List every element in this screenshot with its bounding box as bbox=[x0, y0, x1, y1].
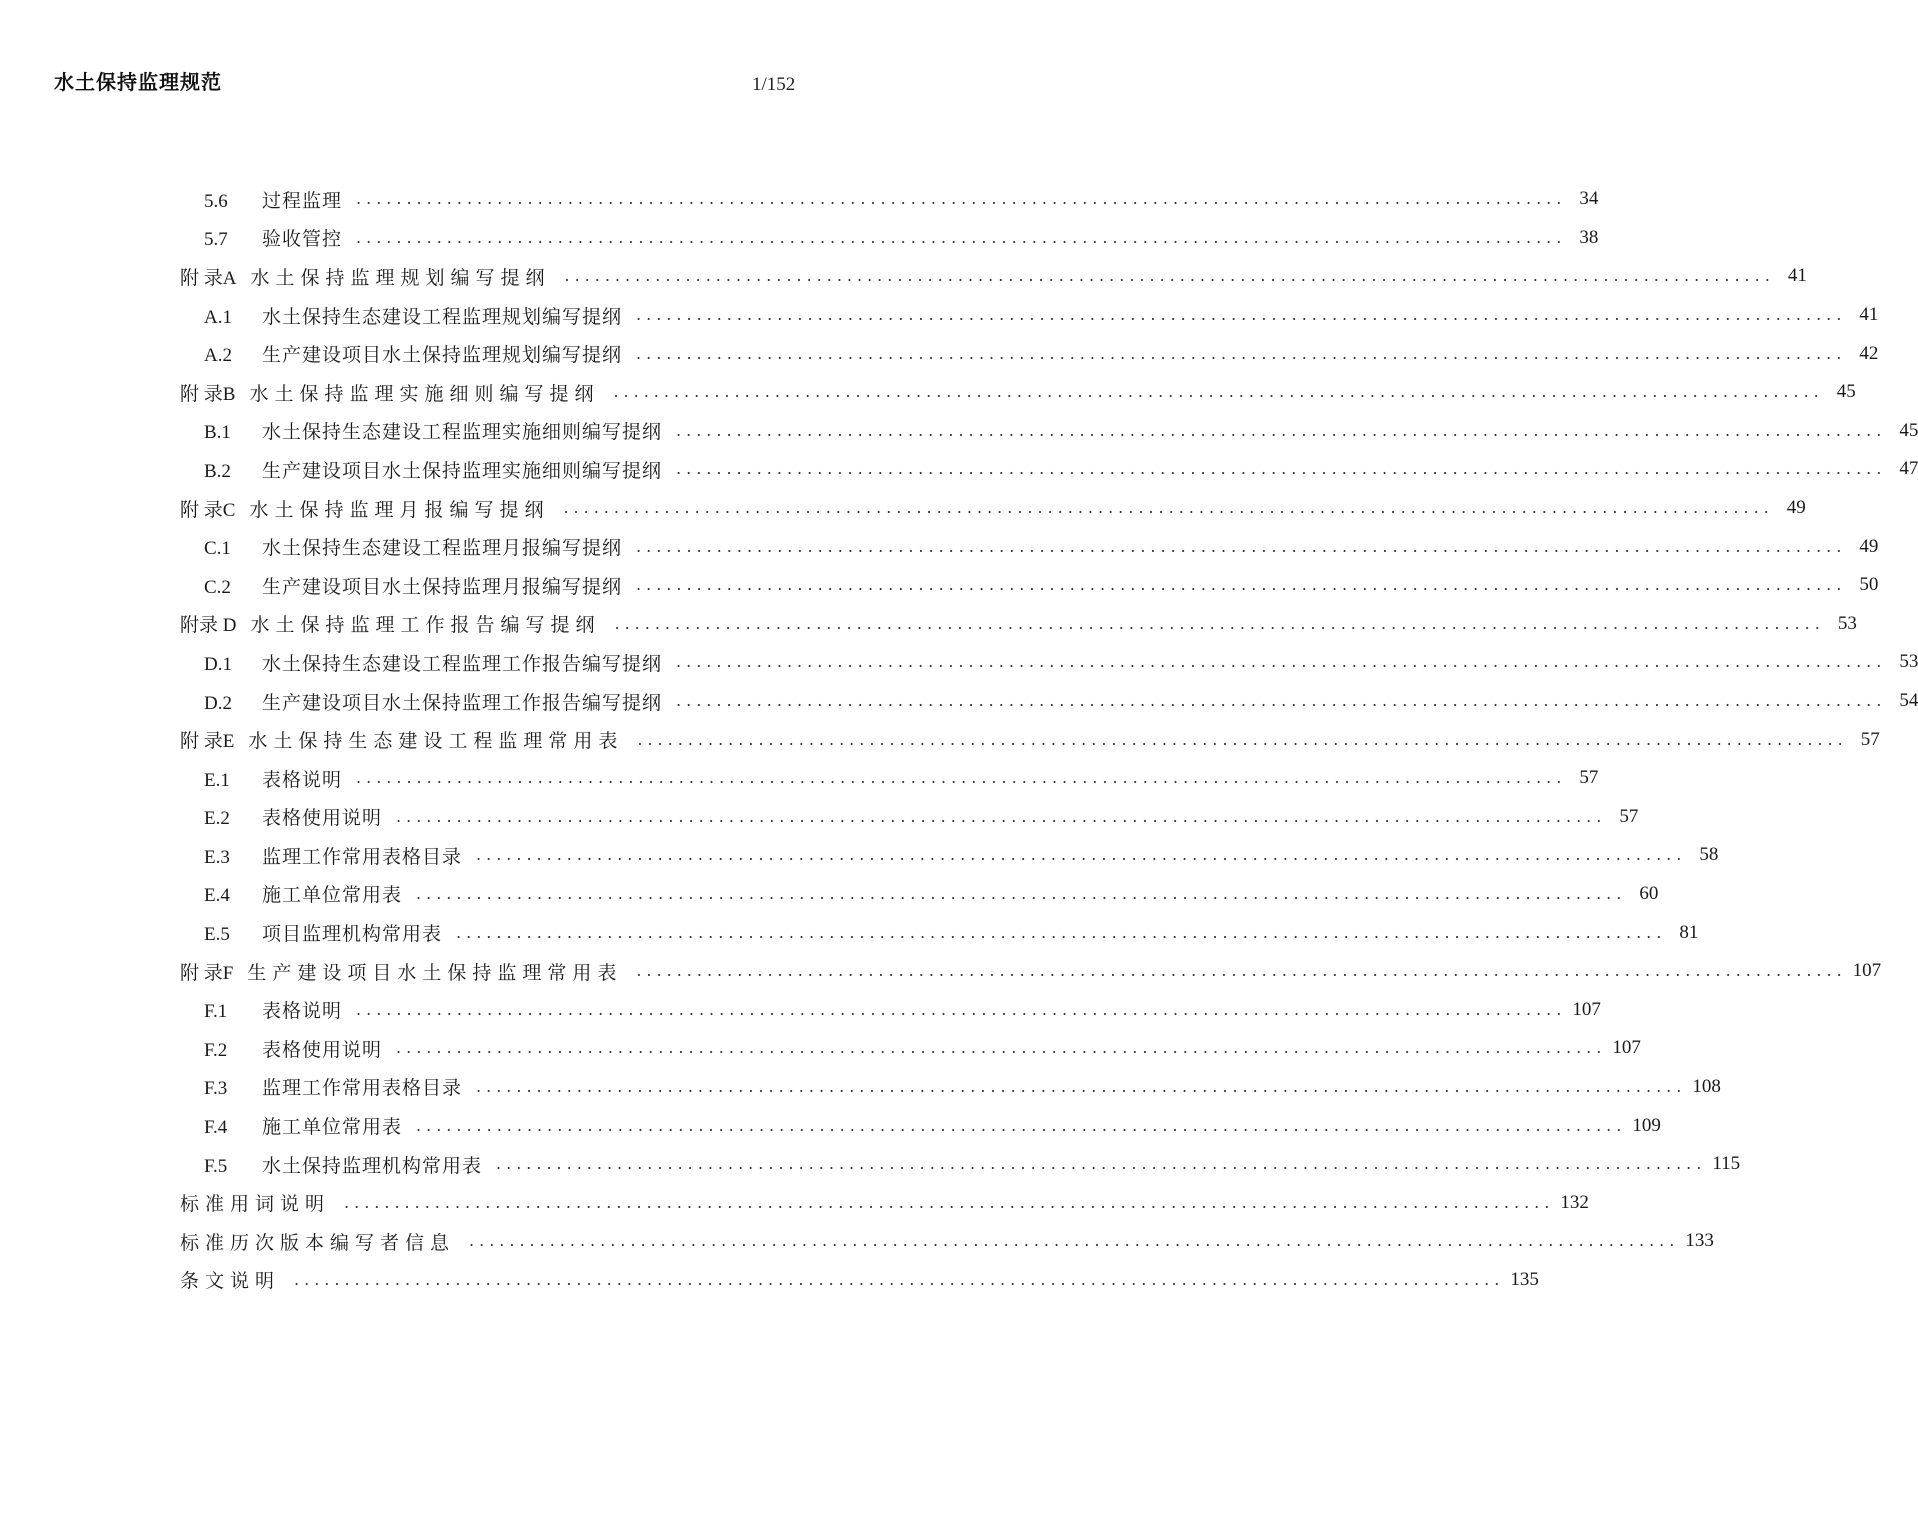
toc-entry[interactable] bbox=[0, 412, 1918, 451]
toc-entry-label bbox=[204, 1112, 402, 1139]
toc-entry-label bbox=[180, 610, 601, 637]
toc-entry-number: E.2 bbox=[204, 808, 230, 830]
dot-leader: ........................................................................................................................ bbox=[676, 652, 1887, 672]
toc-entry-page: 58 bbox=[1699, 844, 1719, 866]
toc-entry-page: 108 bbox=[1692, 1075, 1721, 1097]
toc-entry[interactable] bbox=[0, 605, 1857, 644]
toc-entry-label bbox=[204, 302, 622, 329]
toc-entry-page: 49 bbox=[1786, 497, 1806, 519]
dot-leader: ........................................................................................................................ bbox=[356, 189, 1567, 209]
toc-entry-title: 过程监理 bbox=[262, 189, 343, 212]
toc-entry[interactable] bbox=[0, 489, 1806, 528]
dot-leader: ........................................................................................................................ bbox=[676, 691, 1887, 711]
toc-entry-title: 生产建设项目水土保持监理实施细则编写提纲 bbox=[262, 459, 663, 482]
toc-entry-title: 项目监理机构常用表 bbox=[262, 923, 443, 946]
toc-entry-label bbox=[204, 996, 342, 1023]
toc-entry-page: 41 bbox=[1787, 265, 1807, 287]
toc-entry-page: 132 bbox=[1560, 1191, 1589, 1213]
toc-entry-title: 表格说明 bbox=[262, 1000, 343, 1023]
toc-entry[interactable] bbox=[0, 1029, 1641, 1068]
dot-leader: ........................................................................................................................ bbox=[469, 1231, 1680, 1251]
toc-entry-label bbox=[204, 765, 342, 792]
dot-leader: ........................................................................................................................ bbox=[676, 459, 1887, 479]
toc-entry-title: 生产建设项目水土保持监理常用表 bbox=[247, 961, 623, 984]
toc-entry-page: 42 bbox=[1859, 342, 1879, 364]
toc-entry[interactable] bbox=[0, 527, 1879, 566]
toc-entry-title: 施工单位常用表 bbox=[262, 1116, 403, 1139]
toc-entry-page: 41 bbox=[1859, 304, 1879, 326]
dot-leader: ........................................................................................................................ bbox=[637, 729, 1848, 749]
toc-entry-number: 5.6 bbox=[204, 190, 228, 212]
toc-entry[interactable] bbox=[0, 682, 1918, 721]
toc-entry-title: 条文说明 bbox=[180, 1270, 281, 1293]
toc-entry-title: 标准用词说明 bbox=[180, 1193, 331, 1216]
toc-entry-number: E.3 bbox=[204, 846, 230, 868]
toc-entry-page: 53 bbox=[1899, 651, 1918, 673]
dot-leader: ........................................................................................................................ bbox=[294, 1269, 1505, 1289]
toc-entry-page: 135 bbox=[1510, 1268, 1539, 1290]
toc-entry-label bbox=[204, 340, 622, 367]
toc-entry-label bbox=[204, 417, 662, 444]
toc-entry-page: 54 bbox=[1899, 690, 1918, 712]
dot-leader: ........................................................................................................................ bbox=[476, 845, 1687, 865]
toc-entry-number: C.2 bbox=[204, 576, 231, 598]
toc-entry-title: 监理工作常用表格目录 bbox=[262, 1077, 463, 1100]
toc-entry-number: 附 录F bbox=[180, 962, 234, 984]
dot-leader: ........................................................................................................................ bbox=[416, 883, 1627, 903]
toc-entry-page: 109 bbox=[1632, 1114, 1661, 1136]
toc-entry-page: 57 bbox=[1579, 767, 1599, 789]
toc-entry-label bbox=[180, 1266, 280, 1293]
toc-entry-label bbox=[180, 726, 623, 753]
toc-entry[interactable] bbox=[0, 373, 1856, 412]
toc-entry-label bbox=[204, 919, 442, 946]
toc-entry-page: 57 bbox=[1619, 805, 1639, 827]
toc-entry-number: D.2 bbox=[204, 692, 232, 714]
toc-entry[interactable] bbox=[0, 952, 1882, 991]
dot-leader: ........................................................................................................................ bbox=[396, 806, 1607, 826]
toc-entry-title: 水土保持监理实施细则编写提纲 bbox=[249, 382, 600, 405]
toc-entry-title: 水土保持生态建设工程监理实施细则编写提纲 bbox=[262, 421, 663, 444]
toc-entry-label bbox=[204, 572, 622, 599]
toc-entry-title: 水土保持监理月报编写提纲 bbox=[249, 498, 550, 521]
dot-leader: ........................................................................................................................ bbox=[344, 1192, 1555, 1212]
dot-leader: ........................................................................................................................ bbox=[614, 613, 1825, 633]
toc-entry-page: 53 bbox=[1837, 612, 1857, 634]
toc-entry-number: A.2 bbox=[204, 345, 232, 367]
toc-entry[interactable] bbox=[0, 566, 1879, 605]
toc-entry-label bbox=[204, 224, 342, 251]
toc-entry[interactable] bbox=[0, 759, 1599, 798]
toc-entry[interactable] bbox=[0, 990, 1601, 1029]
toc-entry-page: 47 bbox=[1899, 458, 1918, 480]
toc-entry-title: 水土保持监理规划编写提纲 bbox=[250, 266, 551, 289]
toc-entry-label bbox=[204, 186, 342, 213]
toc-entry-label bbox=[180, 958, 622, 985]
dot-leader: ........................................................................................................................ bbox=[356, 999, 1567, 1019]
toc-entry[interactable] bbox=[0, 875, 1659, 914]
toc-entry-number: A.1 bbox=[204, 306, 232, 328]
toc-entry-label bbox=[204, 533, 622, 560]
toc-entry-label bbox=[204, 880, 402, 907]
toc-entry-page: 50 bbox=[1859, 574, 1879, 596]
dot-leader: ........................................................................................................................ bbox=[416, 1115, 1627, 1135]
dot-leader: ........................................................................................................................ bbox=[356, 227, 1567, 247]
toc-entry[interactable] bbox=[0, 296, 1879, 335]
toc-entry-number: E.4 bbox=[204, 885, 230, 907]
toc-entry-number: 附录 D bbox=[180, 615, 237, 637]
toc-entry-label bbox=[204, 803, 382, 830]
toc-entry[interactable] bbox=[0, 1145, 1741, 1184]
toc-entry-number: 附 录B bbox=[180, 383, 236, 405]
dot-leader: ........................................................................................................................ bbox=[476, 1076, 1687, 1096]
toc-entry-label bbox=[180, 1228, 455, 1255]
toc-entry-number: F.5 bbox=[204, 1155, 228, 1177]
document-title: 水土保持监理规范 bbox=[54, 70, 222, 94]
toc-entry-label bbox=[180, 495, 549, 522]
page-indicator: 1/152 bbox=[752, 74, 796, 95]
toc-entry-page: 115 bbox=[1712, 1153, 1741, 1175]
toc-entry-title: 生产建设项目水土保持监理工作报告编写提纲 bbox=[262, 691, 663, 714]
toc-entry-title: 水土保持生态建设工程监理工作报告编写提纲 bbox=[262, 652, 663, 675]
toc-entry-label bbox=[180, 1189, 330, 1216]
dot-leader: ........................................................................................................................ bbox=[564, 266, 1775, 286]
dot-leader: ........................................................................................................................ bbox=[613, 382, 1824, 402]
toc-entry-number: E.1 bbox=[204, 769, 230, 791]
toc-entry-label bbox=[204, 1035, 382, 1062]
toc-entry-label bbox=[180, 379, 599, 406]
toc-entry-label bbox=[204, 688, 662, 715]
toc-entry-number: 附 录C bbox=[180, 499, 236, 521]
toc-entry-title: 水土保持生态建设工程监理月报编写提纲 bbox=[262, 537, 623, 560]
toc-entry-number: C.1 bbox=[204, 538, 231, 560]
toc-entry-title: 水土保持生态建设工程监理规划编写提纲 bbox=[262, 305, 623, 328]
dot-leader: ........................................................................................................................ bbox=[636, 575, 1847, 595]
toc-entry[interactable] bbox=[0, 1068, 1721, 1107]
toc-entry-page: 81 bbox=[1679, 921, 1699, 943]
toc-entry[interactable] bbox=[0, 1106, 1661, 1145]
toc-entry[interactable] bbox=[0, 1222, 1714, 1261]
toc-entry-title: 表格使用说明 bbox=[262, 1038, 383, 1061]
toc-entry-page: 45 bbox=[1899, 419, 1918, 441]
toc-entry-title: 水土保持生态建设工程监理常用表 bbox=[248, 730, 624, 753]
toc-entry[interactable] bbox=[0, 913, 1699, 952]
toc-entry[interactable] bbox=[0, 180, 1599, 219]
toc-entry-page: 45 bbox=[1836, 381, 1856, 403]
toc-entry-title: 水土保持监理工作报告编写提纲 bbox=[250, 614, 601, 637]
toc-entry[interactable] bbox=[0, 720, 1880, 759]
dot-leader: ........................................................................................................................ bbox=[636, 343, 1847, 363]
toc-entry-title: 表格说明 bbox=[262, 768, 343, 791]
dot-leader: ........................................................................................................................ bbox=[636, 961, 1847, 981]
toc-entry-page: 133 bbox=[1685, 1230, 1714, 1252]
toc-entry-title: 施工单位常用表 bbox=[262, 884, 403, 907]
toc-entry-number: B.2 bbox=[204, 460, 231, 482]
toc-entry-number: F.3 bbox=[204, 1078, 228, 1100]
toc-entry-label bbox=[204, 456, 662, 483]
toc-entry-number: F.4 bbox=[204, 1117, 228, 1139]
toc-entry-page: 60 bbox=[1639, 882, 1659, 904]
toc-entry-page: 38 bbox=[1579, 226, 1599, 248]
toc-entry-label bbox=[204, 1151, 482, 1178]
toc-entry-label bbox=[180, 263, 551, 290]
toc-entry[interactable] bbox=[0, 643, 1918, 682]
toc-entry-title: 标准历次版本编写者信息 bbox=[180, 1231, 456, 1254]
dot-leader: ........................................................................................................................ bbox=[676, 420, 1887, 440]
table-of-contents bbox=[0, 180, 1918, 1299]
toc-entry-page: 49 bbox=[1859, 535, 1879, 557]
dot-leader: ........................................................................................................................ bbox=[636, 305, 1847, 325]
dot-leader: ........................................................................................................................ bbox=[496, 1154, 1707, 1174]
toc-entry-page: 107 bbox=[1612, 1037, 1641, 1059]
toc-entry[interactable] bbox=[0, 219, 1599, 258]
dot-leader: ........................................................................................................................ bbox=[396, 1038, 1607, 1058]
dot-leader: ........................................................................................................................ bbox=[356, 768, 1567, 788]
dot-leader: ........................................................................................................................ bbox=[456, 922, 1667, 942]
toc-entry-title: 水土保持监理机构常用表 bbox=[262, 1154, 483, 1177]
toc-entry-page: 34 bbox=[1579, 188, 1599, 210]
toc-entry-page: 107 bbox=[1852, 960, 1882, 982]
toc-entry-page: 57 bbox=[1860, 728, 1880, 750]
toc-entry-number: E.5 bbox=[204, 924, 230, 946]
toc-entry-title: 监理工作常用表格目录 bbox=[262, 845, 463, 868]
toc-entry-title: 验收管控 bbox=[262, 228, 343, 251]
toc-entry[interactable] bbox=[0, 334, 1879, 373]
toc-entry-title: 生产建设项目水土保持监理规划编写提纲 bbox=[262, 344, 623, 367]
toc-entry-number: 附 录A bbox=[180, 267, 237, 289]
toc-entry-number: F.2 bbox=[204, 1039, 228, 1061]
toc-entry-label bbox=[204, 1073, 462, 1100]
toc-entry[interactable] bbox=[0, 836, 1719, 875]
toc-entry[interactable] bbox=[0, 798, 1639, 837]
toc-entry-title: 表格使用说明 bbox=[262, 807, 383, 830]
toc-entry-number: D.1 bbox=[204, 653, 232, 675]
toc-entry-number: 5.7 bbox=[204, 229, 228, 251]
toc-entry-number: 附 录E bbox=[180, 731, 235, 753]
toc-entry[interactable] bbox=[0, 1183, 1589, 1222]
toc-entry-number: F.1 bbox=[204, 1001, 228, 1023]
toc-entry-title: 生产建设项目水土保持监理月报编写提纲 bbox=[262, 575, 623, 598]
toc-entry-label bbox=[204, 649, 662, 676]
toc-entry[interactable] bbox=[0, 450, 1918, 489]
dot-leader: ........................................................................................................................ bbox=[563, 498, 1774, 518]
toc-entry-number: B.1 bbox=[204, 422, 231, 444]
toc-entry[interactable] bbox=[0, 257, 1807, 296]
toc-entry-page: 107 bbox=[1572, 998, 1601, 1020]
toc-entry-label bbox=[204, 842, 462, 869]
dot-leader: ........................................................................................................................ bbox=[636, 536, 1847, 556]
toc-entry[interactable] bbox=[0, 1261, 1539, 1300]
